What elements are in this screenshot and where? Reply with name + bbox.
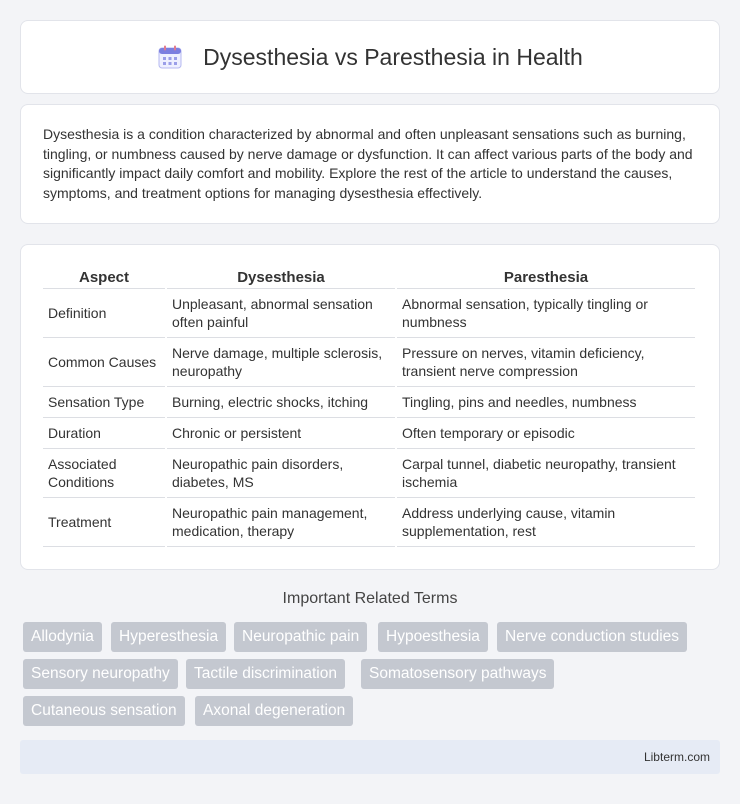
row-paresthesia: Address underlying cause, vitamin supplementation, rest (397, 498, 695, 547)
comparison-card (20, 244, 720, 570)
tag-tactile-discrimination[interactable]: Tactile discrimination (186, 659, 345, 689)
row-paresthesia: Abnormal sensation, typically tingling or numbness (397, 289, 695, 338)
table-header-row (43, 265, 695, 289)
row-aspect: Associated Conditions (43, 449, 165, 498)
footer (20, 740, 720, 774)
header-aspect: Aspect (43, 265, 165, 289)
tag-cutaneous-sensation[interactable]: Cutaneous sensation (23, 696, 185, 726)
row-aspect: Definition (43, 289, 165, 338)
row-dysesthesia: Chronic or persistent (167, 418, 395, 449)
row-dysesthesia: Neuropathic pain disorders, diabetes, MS (167, 449, 395, 498)
row-paresthesia: Pressure on nerves, vitamin deficiency, transient nerve compression (397, 338, 695, 387)
row-paresthesia: Carpal tunnel, diabetic neuropathy, transient ischemia (397, 449, 695, 498)
table-row (43, 418, 695, 449)
header-dysesthesia: Dysesthesia (167, 265, 395, 289)
page-title: Dysesthesia vs Paresthesia in Health (203, 43, 583, 70)
row-paresthesia: Tingling, pins and needles, numbness (397, 387, 695, 418)
row-dysesthesia: Burning, electric shocks, itching (167, 387, 395, 418)
tag-hyperesthesia[interactable]: Hyperesthesia (111, 622, 226, 652)
table-row (43, 289, 695, 338)
row-dysesthesia: Nerve damage, multiple sclerosis, neuropathy (167, 338, 395, 387)
row-aspect: Common Causes (43, 338, 165, 387)
table-row (43, 387, 695, 418)
comparison-table (41, 265, 697, 547)
tag-allodynia[interactable]: Allodynia (23, 622, 102, 652)
row-dysesthesia: Unpleasant, abnormal sensation often painful (167, 289, 395, 338)
table-row (43, 449, 695, 498)
row-aspect: Duration (43, 418, 165, 449)
header-paresthesia: Paresthesia (397, 265, 695, 289)
tag-nerve-conduction-studies[interactable]: Nerve conduction studies (497, 622, 687, 652)
table-row (43, 338, 695, 387)
related-terms-title: Important Related Terms (282, 590, 458, 607)
table-row (43, 498, 695, 547)
tag-hypoesthesia[interactable]: Hypoesthesia (378, 622, 488, 652)
calendar-icon (157, 44, 183, 70)
tag-neuropathic-pain[interactable]: Neuropathic pain (234, 622, 367, 652)
row-aspect: Treatment (43, 498, 165, 547)
intro-text: Dysesthesia is a condition characterized by abnormal and often unpleasant sensations such as burning, tingling, or numbness caused by nerve damage or dysfunction. It can affect various parts of the body and significantly impact daily comfort and mobility. Explore the rest of the article to understand the causes, symptoms, and treatment options for managing dysesthesia effectively. (43, 126, 693, 201)
intro-card (20, 104, 720, 224)
row-paresthesia: Often temporary or episodic (397, 418, 695, 449)
tag-sensory-neuropathy[interactable]: Sensory neuropathy (23, 659, 178, 689)
title-card (20, 20, 720, 94)
tag-somatosensory-pathways[interactable]: Somatosensory pathways (361, 659, 554, 689)
tag-axonal-degeneration[interactable]: Axonal degeneration (195, 696, 353, 726)
footer-brand[interactable]: Libterm.com (643, 750, 710, 764)
row-aspect: Sensation Type (43, 387, 165, 418)
row-dysesthesia: Neuropathic pain management, medication, therapy (167, 498, 395, 547)
